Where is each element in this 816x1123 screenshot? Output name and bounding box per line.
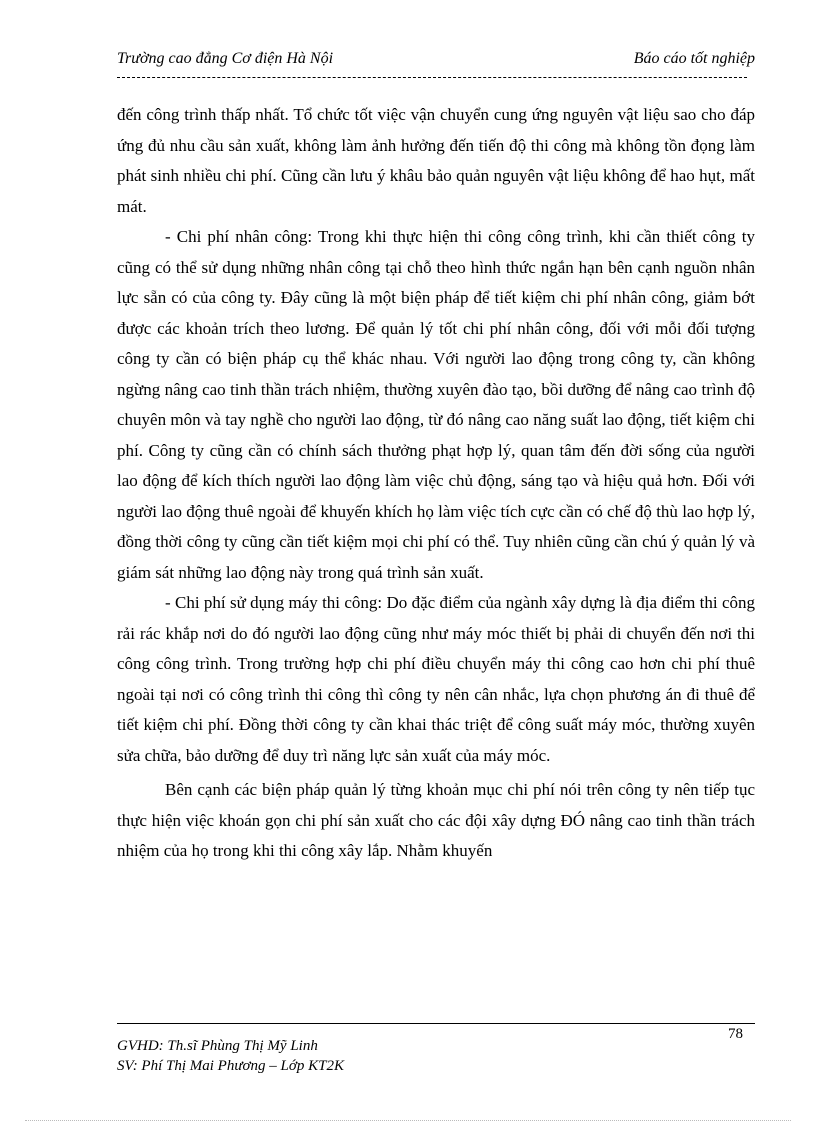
header-divider — [117, 77, 747, 78]
document-body — [117, 100, 755, 867]
paragraph-labor-cost: - Chi phí nhân công: Trong khi thực hiện thi công công trình, khi cần thiết công ty cũng có thể sử dụng những nhân công tại chỗ theo hình thức ngắn hạn bên cạnh nguồn nhân lực sẵn có của công ty. Đây cũng là một biện pháp để tiết kiệm chi phí nhân công, giảm bớt được các khoản trích theo lương. Để quản lý tốt chi phí nhân công, đối với mỗi đối tượng công ty cần có biện pháp cụ thể khác nhau. Với người lao động trong công ty, cần không ngừng nâng cao tinh thần trách nhiệm, thường xuyên đào tạo, bồi dưỡng để nâng cao trình độ chuyên môn và tay nghề cho người lao động, từ đó nâng cao năng suất lao động, tiết kiệm chi phí. Công ty cũng cần có chính sách thưởng phạt hợp lý, quan tâm đến đời sống của người lao động để kích thích người lao động làm việc chủ động, sáng tạo và hiệu quả hơn. Đối với người lao động thuê ngoài để khuyến khích họ làm việc tích cực cần có chế độ thù lao hợp lý, đồng thời công ty cũng cần tiết kiệm mọi chi phí có thể. Tuy nhiên cũng cần chú ý quản lý và giám sát những lao động này trong quá trình sản xuất. — [117, 227, 755, 582]
paragraph-continued: đến công trình thấp nhất. Tổ chức tốt việc vận chuyển cung ứng nguyên vật liệu sao cho đáp ứng đủ nhu cầu sản xuất, không làm ảnh hưởng đến tiến độ thi công mà không tồn đọng làm phát sinh nhiều chi phí. Cũng cần lưu ý khâu bảo quản nguyên vật liệu không để hao hụt, mất mát. — [117, 105, 755, 216]
paragraph-machine-cost: - Chi phí sử dụng máy thi công: Do đặc điểm của ngành xây dựng là địa điểm thi công rải rác khắp nơi do đó người lao động cũng như máy móc thiết bị phải di chuyển đến nơi thi công công trình. Trong trường hợp chi phí điều chuyển máy thi công cao hơn chi phí thuê ngoài tại nơi có công trình thi công thì công ty nên cân nhắc, lựa chọn phương án đi thuê để tiết kiệm chi phí. Đồng thời công ty cần khai thác triệt để công suất máy móc, thường xuyên sửa chữa, bảo dưỡng để duy trì năng lực sản xuất của máy móc. — [117, 593, 755, 765]
report-title: Báo cáo tốt nghiệp — [633, 50, 755, 67]
supervisor-line: GVHD: Th.sĩ Phùng Thị Mỹ Linh — [117, 1038, 318, 1054]
page-footer — [117, 1036, 344, 1076]
paragraph-other-measures: Bên cạnh các biện pháp quản lý từng khoản mục chi phí nói trên công ty nên tiếp tục thực hiện việc khoán gọn chi phí sản xuất cho các đội xây dựng ĐÓ nâng cao tinh thần trách nhiệm của họ trong khi thi công xây lắp. Nhằm khuyến — [117, 780, 755, 860]
footer-divider — [117, 1023, 755, 1024]
student-line: SV: Phí Thị Mai Phương – Lớp KT2K — [117, 1058, 344, 1074]
school-name: Trường cao đẳng Cơ điện Hà Nội — [117, 50, 334, 67]
page-number: 78 — [728, 1026, 743, 1042]
page-bottom-edge — [25, 1120, 791, 1121]
